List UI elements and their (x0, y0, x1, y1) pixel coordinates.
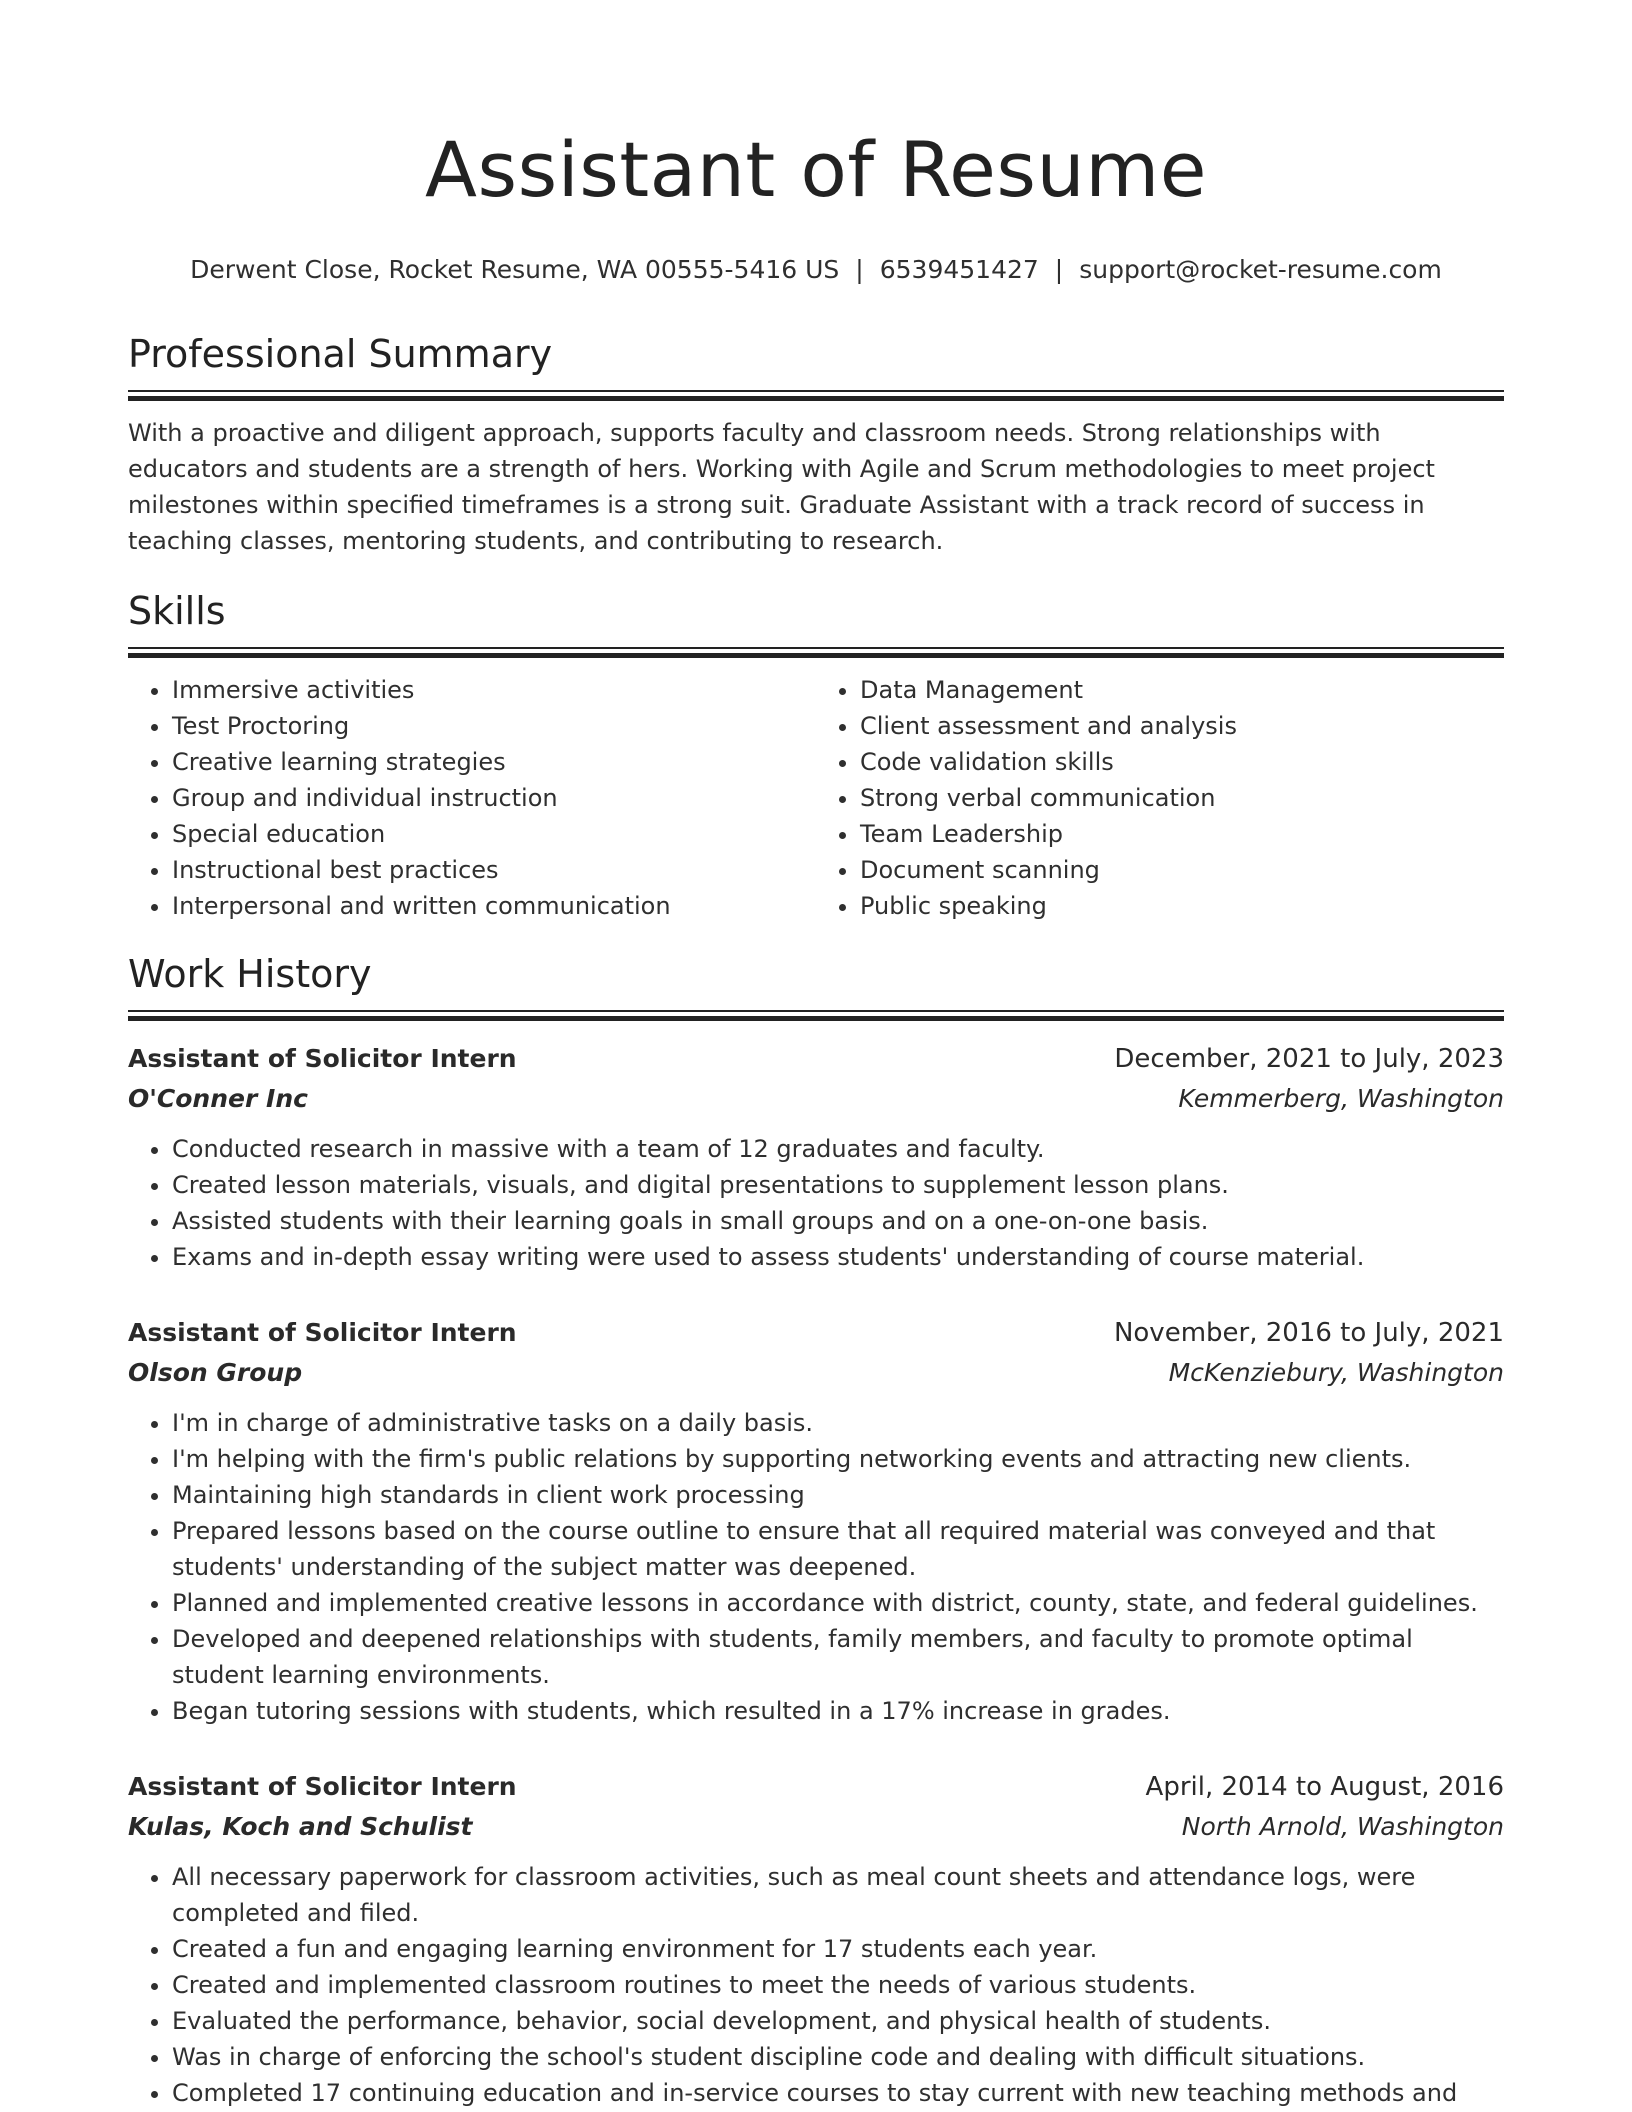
job-bullet: • Began tutoring sessions with students, which resulted in a 17% increase in grades. (172, 1693, 1504, 1729)
job-bullet: • Assisted students with their learning goals in small groups and on a one-on-one basis. (172, 1203, 1504, 1239)
skill-item: • Immersive activities (172, 672, 816, 708)
job-bullet: • Created a fun and engaging learning environment for 17 students each year. (172, 1931, 1504, 1967)
job-dates: November, 2016 to July, 2021 (1113, 1318, 1504, 1348)
contact-line (128, 252, 1504, 288)
job-bullet: • Developed and deepened relationships with students, family members, and faculty to promote optimal student learning environments. (172, 1621, 1504, 1693)
section-divider (128, 1010, 1504, 1021)
job-bullet: • All necessary paperwork for classroom activities, such as meal count sheets and attendance logs, were completed and filed. (172, 1859, 1504, 1931)
job-bullets (128, 1859, 1504, 2111)
job-bullet: • Exams and in-depth essay writing were used to assess students' understanding of course material. (172, 1239, 1504, 1275)
job-subheader-row (128, 1807, 1504, 1847)
job-bullet: • I'm in charge of administrative tasks on a daily basis. (172, 1405, 1504, 1441)
skills-column-left (128, 672, 816, 924)
job-subheader-row (128, 1353, 1504, 1393)
job-bullet: • Created lesson materials, visuals, and digital presentations to supplement lesson plans. (172, 1167, 1504, 1203)
resume-page (128, 0, 1504, 2111)
job-bullets (128, 1405, 1504, 1729)
job-header-row (128, 1039, 1504, 1079)
job-title: Assistant of Solicitor Intern (128, 1772, 517, 1801)
job-bullet: • Conducted research in massive with a team of 12 graduates and faculty. (172, 1131, 1504, 1167)
job-entry (128, 1313, 1504, 1729)
job-header-row (128, 1767, 1504, 1807)
job-dates: December, 2021 to July, 2023 (1114, 1044, 1504, 1074)
skill-item: • Document scanning (860, 852, 1504, 888)
job-bullets (128, 1131, 1504, 1275)
skill-item: • Instructional best practices (172, 852, 816, 888)
skill-item: • Code validation skills (860, 744, 1504, 780)
skill-item: • Public speaking (860, 888, 1504, 924)
job-bullet: • Created and implemented classroom routines to meet the needs of various students. (172, 1967, 1504, 2003)
contact-separator: | (855, 255, 864, 284)
skills-column-right (816, 672, 1504, 924)
job-location: North Arnold, Washington (1181, 1812, 1504, 1841)
contact-phone: 6539451427 (879, 255, 1039, 284)
job-bullet: • Planned and implemented creative lessons in accordance with district, county, state, and federal guidelines. (172, 1585, 1504, 1621)
job-bullet: • Evaluated the performance, behavior, social development, and physical health of students. (172, 2003, 1504, 2039)
section-divider (128, 390, 1504, 401)
job-company: Kulas, Koch and Schulist (128, 1812, 473, 1841)
contact-email: support@rocket-resume.com (1079, 255, 1442, 284)
contact-separator: | (1054, 255, 1064, 284)
job-entry (128, 1767, 1504, 2111)
skill-item: • Group and individual instruction (172, 780, 816, 816)
job-bullet: • Completed 17 continuing education and in-service courses to stay current with new teaching methods and (172, 2075, 1504, 2111)
skill-item: • Data Management (860, 672, 1504, 708)
section-divider (128, 647, 1504, 658)
job-bullet: • I'm helping with the firm's public relations by supporting networking events and attracting new clients. (172, 1441, 1504, 1477)
job-company: Olson Group (128, 1358, 303, 1387)
job-title: Assistant of Solicitor Intern (128, 1044, 517, 1073)
skill-item: • Interpersonal and written communication (172, 888, 816, 924)
skill-item: • Team Leadership (860, 816, 1504, 852)
job-bullet: • Maintaining high standards in client work processing (172, 1477, 1504, 1513)
summary-text: With a proactive and diligent approach, supports faculty and classroom needs. Strong relationships with educators and students are a strength of hers. Working with Agile and Scrum methodologies to meet project milestones within specified timeframes is a strong suit. Graduate Assistant with a track record of success in teaching classes, mentoring students, and contributing to research. (128, 419, 1435, 555)
job-company: O'Conner Inc (128, 1084, 308, 1113)
candidate-name: Assistant of Resume (424, 125, 1207, 214)
skill-item: • Creative learning strategies (172, 744, 816, 780)
skill-item: • Strong verbal communication (860, 780, 1504, 816)
skill-item: • Special education (172, 816, 816, 852)
job-header-row (128, 1313, 1504, 1353)
job-subheader-row (128, 1079, 1504, 1119)
section-title-summary: Professional Summary (128, 332, 553, 376)
skills-list (128, 672, 1504, 924)
job-dates: April, 2014 to August, 2016 (1145, 1772, 1504, 1802)
job-entry (128, 1039, 1504, 1275)
skill-item: • Client assessment and analysis (860, 708, 1504, 744)
contact-address: Derwent Close, Rocket Resume, WA 00555-5416 US (190, 255, 840, 284)
job-bullet: • Prepared lessons based on the course outline to ensure that all required material was conveyed and that students' understanding of the subject matter was deepened. (172, 1513, 1504, 1585)
job-location: Kemmerberg, Washington (1178, 1084, 1504, 1113)
job-title: Assistant of Solicitor Intern (128, 1318, 517, 1347)
job-location: McKenziebury, Washington (1168, 1358, 1504, 1387)
job-bullet: • Was in charge of enforcing the school's student discipline code and dealing with difficult situations. (172, 2039, 1504, 2075)
section-title-skills: Skills (128, 589, 226, 633)
skill-item: • Test Proctoring (172, 708, 816, 744)
section-title-work-history: Work History (128, 952, 372, 996)
